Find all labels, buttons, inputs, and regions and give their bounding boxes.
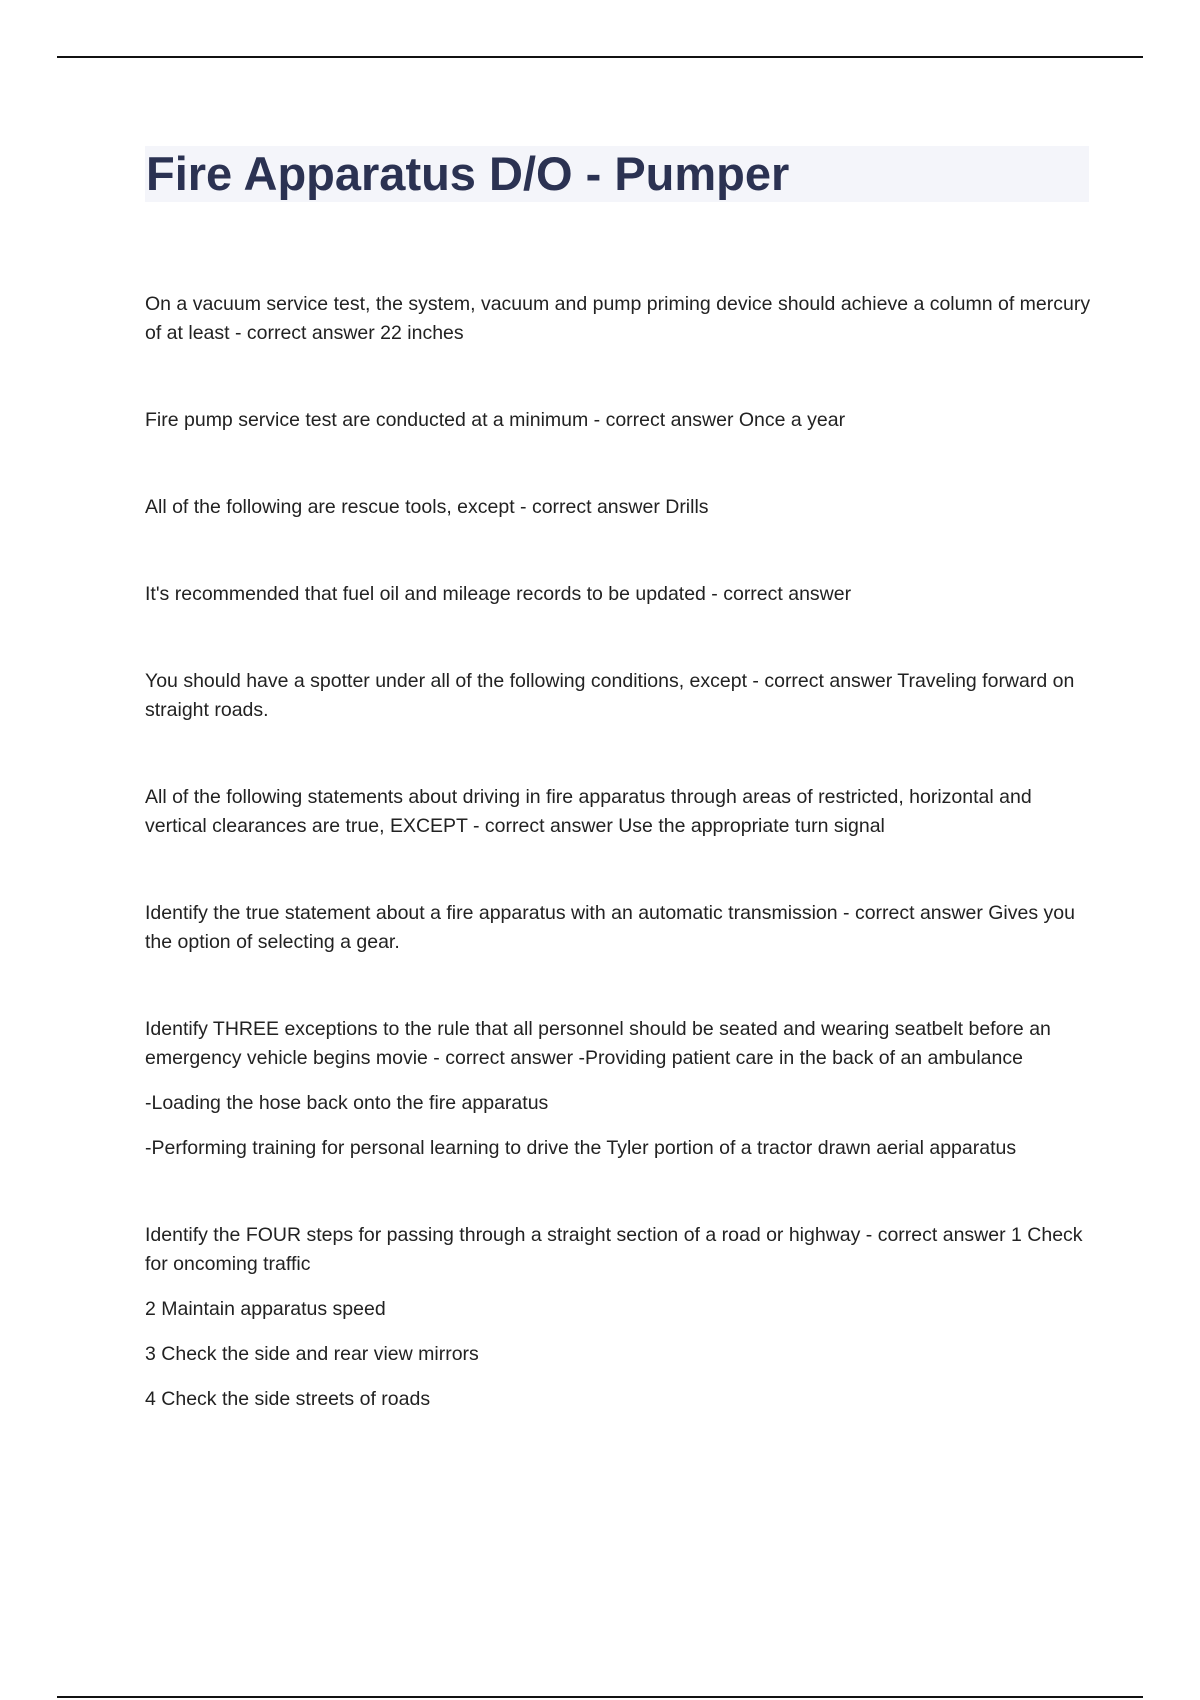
bottom-rule (57, 1696, 1143, 1698)
qa-paragraph: On a vacuum service test, the system, vacuum and pump priming device should achieve a column of mercury of at least - correct answer 22 inches (145, 293, 1091, 344)
qa-item (145, 580, 1095, 609)
qa-paragraph: -Loading the hose back onto the fire apparatus (145, 1092, 549, 1114)
top-rule (57, 56, 1143, 58)
qa-item (145, 406, 1095, 435)
qa-paragraph: 2 Maintain apparatus speed (145, 1298, 386, 1320)
qa-item (145, 290, 1095, 348)
qa-paragraph: Fire pump service test are conducted at a minimum - correct answer Once a year (145, 409, 846, 431)
qa-item (145, 1015, 1095, 1163)
qa-item (145, 783, 1095, 841)
qa-paragraph: All of the following are rescue tools, except - correct answer Drills (145, 496, 709, 518)
qa-paragraph: Identify the true statement about a fire apparatus with an automatic transmission - correct answer Gives you the option of selecting a gear. (145, 902, 1075, 953)
qa-paragraph: 3 Check the side and rear view mirrors (145, 1343, 479, 1365)
qa-item (145, 1221, 1095, 1414)
qa-item (145, 493, 1095, 522)
qa-paragraph: Identify THREE exceptions to the rule that all personnel should be seated and wearing seatbelt before an emergency vehicle begins movie - correct answer -Providing patient care in the back of an ambulance (145, 1018, 1051, 1069)
qa-paragraph: All of the following statements about driving in fire apparatus through areas of restricted, horizontal and vertical clearances are true, EXCEPT - correct answer Use the appropriate turn signal (145, 786, 1032, 837)
qa-paragraph: Identify the FOUR steps for passing through a straight section of a road or highway - correct answer 1 Check for oncoming traffic (145, 1224, 1083, 1275)
qa-item (145, 667, 1095, 725)
document-body (145, 290, 1095, 1472)
document-title: Fire Apparatus D/O - Pumper (146, 147, 790, 200)
qa-paragraph: You should have a spotter under all of the following conditions, except - correct answer Traveling forward on straight roads. (145, 670, 1075, 721)
qa-paragraph: It's recommended that fuel oil and mileage records to be updated - correct answer (145, 583, 852, 605)
qa-paragraph: -Performing training for personal learning to drive the Tyler portion of a tractor drawn aerial apparatus (145, 1137, 1017, 1159)
qa-item (145, 899, 1095, 957)
qa-paragraph: 4 Check the side streets of roads (145, 1388, 431, 1410)
